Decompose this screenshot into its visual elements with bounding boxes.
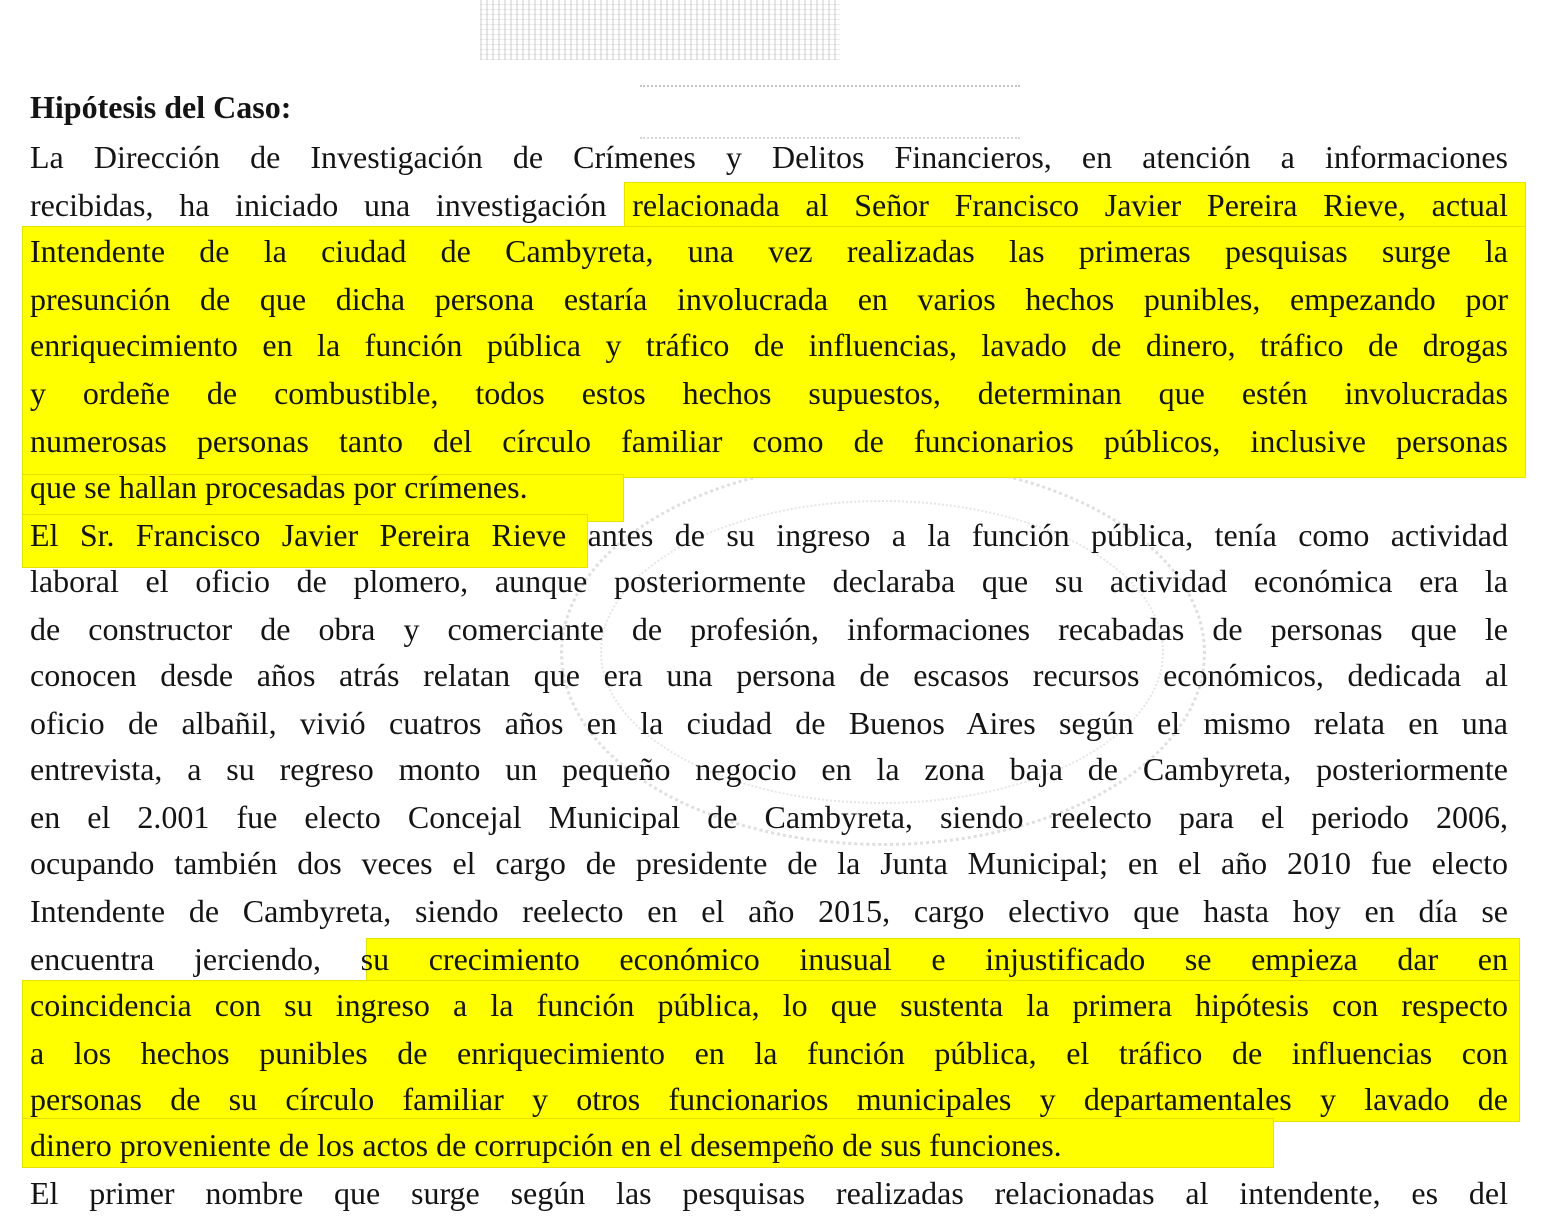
- faded-stamp-top: [480, 0, 840, 60]
- paragraph-line: El primer nombre que surge según las pesquisas realizadas relacionadas al intendente, es del: [30, 1175, 1508, 1211]
- paragraph-line: laboral el oficio de plomero, aunque posteriormente declaraba que su actividad económica era la: [30, 563, 1508, 599]
- paragraph-line: y ordeñe de combustible, todos estos hechos supuestos, determinan que estén involucradas: [30, 375, 1508, 411]
- paragraph-line: de constructor de obra y comerciante de profesión, informaciones recabadas de personas que le: [30, 611, 1508, 647]
- paragraph-line: a los hechos punibles de enriquecimiento en la función pública, el tráfico de influencias con: [30, 1035, 1508, 1071]
- paragraph-line: recibidas, ha iniciado una investigación relacionada al Señor Francisco Javier Pereira Rieve, actual: [30, 187, 1508, 223]
- paragraph-line: conocen desde años atrás relatan que era una persona de escasos recursos económicos, dedicada al: [30, 657, 1508, 693]
- paragraph-line: ocupando también dos veces el cargo de presidente de la Junta Municipal; en el año 2010 fue electo: [30, 845, 1508, 881]
- paragraph-line: numerosas personas tanto del círculo familiar como de funcionarios públicos, inclusive personas: [30, 423, 1508, 459]
- paragraph-line: enriquecimiento en la función pública y tráfico de influencias, lavado de dinero, tráfico de drogas: [30, 327, 1508, 363]
- paragraph-line: El Sr. Francisco Javier Pereira Rieve antes de su ingreso a la función pública, tenía como actividad: [30, 517, 1508, 553]
- document-heading: Hipótesis del Caso:: [30, 89, 292, 125]
- paragraph-line: La Dirección de Investigación de Crímenes y Delitos Financieros, en atención a informaciones: [30, 139, 1508, 175]
- paragraph-line: coincidencia con su ingreso a la función pública, lo que sustenta la primera hipótesis con respecto: [30, 987, 1508, 1023]
- paragraph-line: dinero proveniente de los actos de corrupción en el desempeño de sus funciones.: [30, 1127, 1062, 1163]
- paragraph-line: presunción de que dicha persona estaría involucrada en varios hechos punibles, empezando por: [30, 281, 1508, 317]
- paragraph-line: en el 2.001 fue electo Concejal Municipal de Cambyreta, siendo reelecto para el periodo 2006,: [30, 799, 1508, 835]
- paragraph-line: que se hallan procesadas por crímenes.: [30, 469, 528, 505]
- paragraph-line: oficio de albañil, vivió cuatros años en la ciudad de Buenos Aires según el mismo relata en una: [30, 705, 1508, 741]
- paragraph-line: entrevista, a su regreso monto un pequeño negocio en la zona baja de Cambyreta, posteriormente: [30, 751, 1508, 787]
- paragraph-line: Intendente de la ciudad de Cambyreta, una vez realizadas las primeras pesquisas surge la: [30, 233, 1508, 269]
- paragraph-line: Intendente de Cambyreta, siendo reelecto en el año 2015, cargo electivo que hasta hoy en día se: [30, 893, 1508, 929]
- paragraph-line: personas de su círculo familiar y otros funcionarios municipales y departamentales y lavado de: [30, 1081, 1508, 1117]
- paragraph-line: encuentra jerciendo, su crecimiento económico inusual e injustificado se empieza dar en: [30, 941, 1508, 977]
